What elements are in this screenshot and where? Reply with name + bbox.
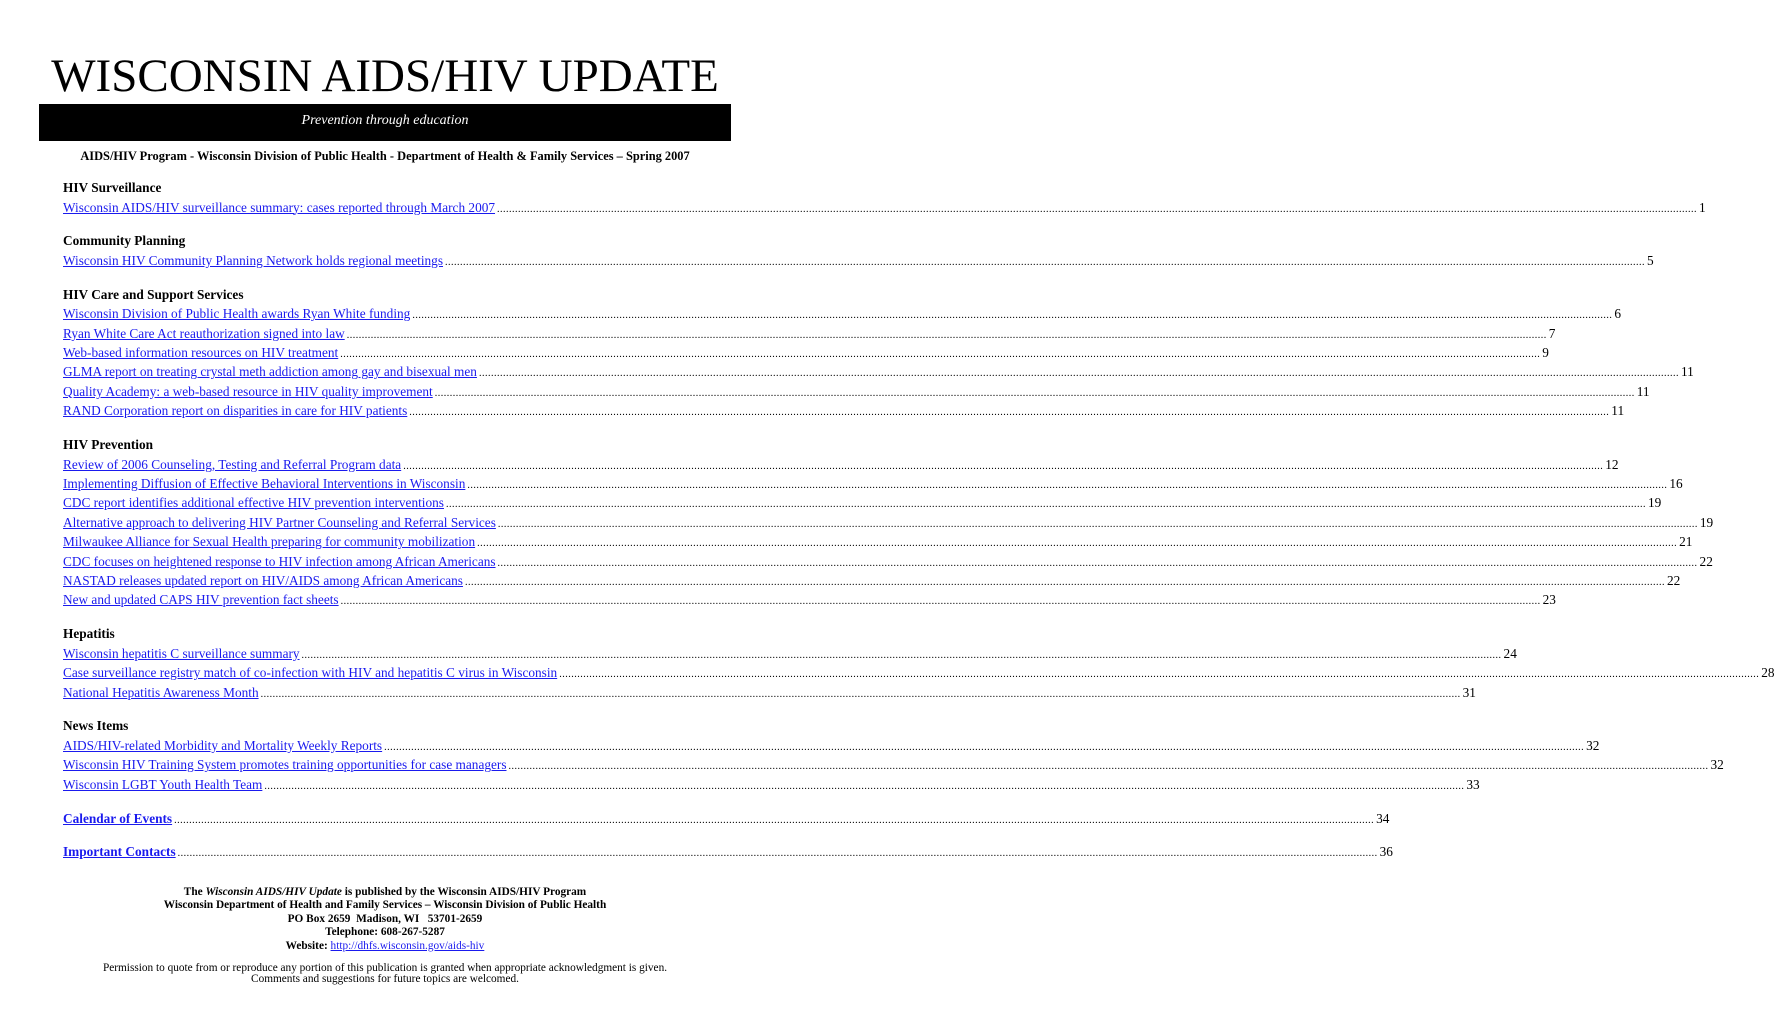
toc-entry bbox=[63, 513, 1714, 532]
toc-section bbox=[63, 231, 1654, 270]
page-number: 7 bbox=[1548, 325, 1556, 341]
toc-entry bbox=[63, 493, 1662, 512]
page-number: 6 bbox=[1614, 306, 1621, 322]
toc-entry bbox=[63, 590, 1556, 609]
address-line: PO Box 2659 Madison, WI 53701-2659 bbox=[287, 912, 483, 925]
toc-entry bbox=[63, 455, 1619, 474]
page-number: 9 bbox=[1542, 345, 1549, 361]
toc-entry bbox=[63, 736, 1600, 755]
toc-link[interactable]: Milwaukee Alliance for Sexual Health preparing for community mobilization bbox=[63, 534, 476, 550]
toc-section bbox=[63, 716, 1724, 794]
dot-leader: ................................................................................................................................................................................................................................................................................................................................................................................................................ bbox=[559, 669, 1760, 681]
toc-link[interactable]: CDC focuses on heightened response to HIV infection among African Americans bbox=[63, 553, 496, 569]
toc-link[interactable]: Calendar of Events bbox=[63, 810, 173, 826]
page-number: 1 bbox=[1699, 199, 1706, 215]
toc-entry bbox=[63, 251, 1654, 270]
toc-entry bbox=[63, 401, 1625, 420]
toc-entry bbox=[63, 644, 1517, 663]
toc-link[interactable]: Wisconsin AIDS/HIV surveillance summary: cases reported through March 2007 bbox=[63, 199, 496, 215]
website-link[interactable]: http://dhfs.wisconsin.gov/aids-hiv bbox=[330, 939, 485, 952]
dot-leader: ................................................................................................................................................................................................................................................................................................................................................................................................................ bbox=[434, 387, 1635, 399]
toc-link[interactable]: Wisconsin HIV Community Planning Network holds regional meetings bbox=[63, 252, 443, 268]
dot-leader: ................................................................................................................................................................................................................................................................................................................................................................................................................ bbox=[467, 480, 1668, 492]
toc-link[interactable]: National Hepatitis Awareness Month bbox=[63, 684, 259, 700]
dot-leader: ................................................................................................................................................................................................................................................................................................................................................................................................................ bbox=[340, 596, 1541, 608]
toc-link[interactable]: Wisconsin HIV Training System promotes training opportunities for case managers bbox=[63, 757, 507, 773]
toc-section bbox=[63, 842, 1393, 861]
dot-leader: ................................................................................................................................................................................................................................................................................................................................................................................................................ bbox=[497, 203, 1698, 215]
telephone-line: Telephone: 608-267-5287 bbox=[325, 926, 445, 939]
toc-link[interactable]: GLMA report on treating crystal meth addiction among gay and bisexual men bbox=[63, 364, 477, 380]
toc-entry bbox=[63, 683, 1476, 702]
toc-link[interactable]: Wisconsin Division of Public Health awards Ryan White funding bbox=[63, 306, 411, 322]
toc-section bbox=[63, 809, 1390, 828]
table-of-contents bbox=[63, 178, 1774, 876]
dot-leader: ................................................................................................................................................................................................................................................................................................................................................................................................................ bbox=[409, 407, 1610, 419]
toc-link[interactable]: Alternative approach to delivering HIV Partner Counseling and Referral Services bbox=[63, 514, 496, 530]
footer-the: The bbox=[183, 886, 203, 898]
toc-entry bbox=[63, 552, 1713, 571]
toc-link[interactable]: Implementing Diffusion of Effective Behavioral Interventions in Wisconsin bbox=[63, 476, 466, 492]
dot-leader: ................................................................................................................................................................................................................................................................................................................................................................................................................ bbox=[174, 814, 1375, 826]
toc-link[interactable]: Ryan White Care Act reauthorization signed into law bbox=[63, 325, 345, 341]
page-number: 22 bbox=[1666, 572, 1681, 588]
published-by: is published by the Wisconsin AIDS/HIV Program bbox=[344, 886, 587, 898]
dot-leader: ................................................................................................................................................................................................................................................................................................................................................................................................................ bbox=[497, 557, 1698, 569]
toc-entry bbox=[63, 775, 1480, 794]
page-number: 11 bbox=[1636, 383, 1650, 399]
section-heading: Hepatitis bbox=[63, 626, 115, 642]
publication-name: Wisconsin AIDS/HIV Update bbox=[205, 886, 342, 898]
tagline: Prevention through education bbox=[301, 113, 469, 128]
section-heading: HIV Prevention bbox=[63, 437, 154, 453]
toc-link[interactable]: Review of 2006 Counseling, Testing and Referral Program data bbox=[63, 456, 402, 472]
toc-entry bbox=[63, 343, 1549, 362]
toc-entry bbox=[63, 809, 1390, 828]
dot-leader: ................................................................................................................................................................................................................................................................................................................................................................................................................ bbox=[445, 256, 1645, 268]
page-number: 19 bbox=[1647, 495, 1662, 511]
toc-section bbox=[63, 624, 1774, 702]
permission-notice bbox=[0, 963, 770, 985]
toc-entry bbox=[63, 324, 1556, 343]
newsletter-title: WISCONSIN AIDS/HIV UPDATE bbox=[51, 50, 719, 102]
toc-link[interactable]: Case surveillance registry match of co-infection with HIV and hepatitis C virus in Wisconsin bbox=[63, 665, 558, 681]
page-number: 33 bbox=[1466, 776, 1480, 792]
page-number: 11 bbox=[1611, 403, 1625, 419]
toc-link[interactable]: AIDS/HIV-related Morbidity and Mortality Weekly Reports bbox=[63, 737, 383, 753]
dot-leader: ................................................................................................................................................................................................................................................................................................................................................................................................................ bbox=[508, 761, 1709, 773]
dot-leader: ................................................................................................................................................................................................................................................................................................................................................................................................................ bbox=[340, 349, 1541, 361]
tagline-banner bbox=[39, 104, 731, 141]
toc-entry bbox=[63, 362, 1694, 381]
section-heading: HIV Surveillance bbox=[63, 180, 162, 195]
toc-section bbox=[63, 435, 1714, 610]
toc-link[interactable]: Web-based information resources on HIV treatment bbox=[63, 345, 339, 361]
toc-entry bbox=[63, 474, 1683, 493]
dot-leader: ................................................................................................................................................................................................................................................................................................................................................................................................................ bbox=[264, 780, 1465, 792]
page-number: 16 bbox=[1669, 476, 1683, 492]
toc-entry bbox=[63, 842, 1393, 861]
dot-leader: ................................................................................................................................................................................................................................................................................................................................................................................................................ bbox=[301, 649, 1502, 661]
dot-leader: ................................................................................................................................................................................................................................................................................................................................................................................................................ bbox=[497, 518, 1698, 530]
toc-link[interactable]: RAND Corporation report on disparities in care for HIV patients bbox=[63, 403, 408, 419]
page-number: 31 bbox=[1462, 684, 1476, 700]
dot-leader: ................................................................................................................................................................................................................................................................................................................................................................................................................ bbox=[260, 688, 1461, 700]
toc-entry bbox=[63, 532, 1693, 551]
toc-link[interactable]: Wisconsin hepatitis C surveillance summary bbox=[63, 645, 300, 661]
section-heading: Community Planning bbox=[63, 233, 186, 249]
page-number: 32 bbox=[1710, 757, 1724, 773]
page-number: 22 bbox=[1699, 553, 1713, 569]
section-heading: News Items bbox=[63, 718, 129, 734]
toc-entry bbox=[63, 198, 1706, 217]
toc-entry bbox=[63, 382, 1650, 401]
toc-link[interactable]: Quality Academy: a web-based resource in HIV quality improvement bbox=[63, 383, 433, 399]
page-number: 32 bbox=[1586, 737, 1600, 753]
publication-info bbox=[0, 886, 770, 953]
toc-link[interactable]: Wisconsin LGBT Youth Health Team bbox=[63, 776, 263, 792]
page-number: 21 bbox=[1679, 534, 1693, 550]
program-line: AIDS/HIV Program - Wisconsin Division of Public Health - Department of Health & Family Services – Spring 2007 bbox=[80, 149, 690, 163]
toc-section bbox=[63, 285, 1694, 421]
dot-leader: ................................................................................................................................................................................................................................................................................................................................................................................................................ bbox=[464, 576, 1665, 588]
toc-section bbox=[63, 178, 1706, 217]
toc-link[interactable]: Important Contacts bbox=[63, 844, 176, 860]
dot-leader: ................................................................................................................................................................................................................................................................................................................................................................................................................ bbox=[478, 368, 1679, 380]
toc-entry bbox=[63, 755, 1724, 774]
section-heading: HIV Care and Support Services bbox=[63, 286, 244, 302]
department-line: Wisconsin Department of Health and Family Services – Wisconsin Division of Public Health bbox=[163, 899, 607, 912]
website-label: Website: bbox=[285, 939, 328, 952]
page-number: 34 bbox=[1376, 810, 1390, 826]
page-number: 5 bbox=[1647, 252, 1654, 268]
page-number: 36 bbox=[1379, 844, 1393, 860]
toc-link[interactable]: CDC report identifies additional effective HIV prevention interventions bbox=[63, 495, 444, 511]
page-number: 23 bbox=[1542, 592, 1556, 608]
dot-leader: ................................................................................................................................................................................................................................................................................................................................................................................................................ bbox=[384, 741, 1585, 753]
page-number: 11 bbox=[1680, 364, 1694, 380]
toc-link[interactable]: New and updated CAPS HIV prevention fact sheets bbox=[63, 592, 339, 608]
toc-link[interactable]: NASTAD releases updated report on HIV/AIDS among African Americans bbox=[63, 572, 463, 588]
dot-leader: ................................................................................................................................................................................................................................................................................................................................................................................................................ bbox=[412, 310, 1613, 322]
dot-leader: ................................................................................................................................................................................................................................................................................................................................................................................................................ bbox=[346, 329, 1547, 341]
page-number: 28 bbox=[1761, 665, 1774, 681]
toc-entry bbox=[63, 571, 1681, 590]
comments-text: Comments and suggestions for future topics are welcomed. bbox=[251, 973, 519, 985]
toc-entry bbox=[63, 663, 1774, 682]
permission-text: Permission to quote from or reproduce any portion of this publication is granted when appropriate acknowledgment is given. bbox=[102, 962, 668, 974]
dot-leader: ................................................................................................................................................................................................................................................................................................................................................................................................................ bbox=[177, 848, 1378, 860]
dot-leader: ................................................................................................................................................................................................................................................................................................................................................................................................................ bbox=[445, 499, 1646, 511]
dot-leader: ................................................................................................................................................................................................................................................................................................................................................................................................................ bbox=[403, 460, 1604, 472]
page-number: 12 bbox=[1605, 456, 1619, 472]
page-number: 24 bbox=[1503, 645, 1517, 661]
toc-entry bbox=[63, 304, 1621, 323]
page-number: 19 bbox=[1699, 514, 1714, 530]
dot-leader: ................................................................................................................................................................................................................................................................................................................................................................................................................ bbox=[477, 538, 1678, 550]
